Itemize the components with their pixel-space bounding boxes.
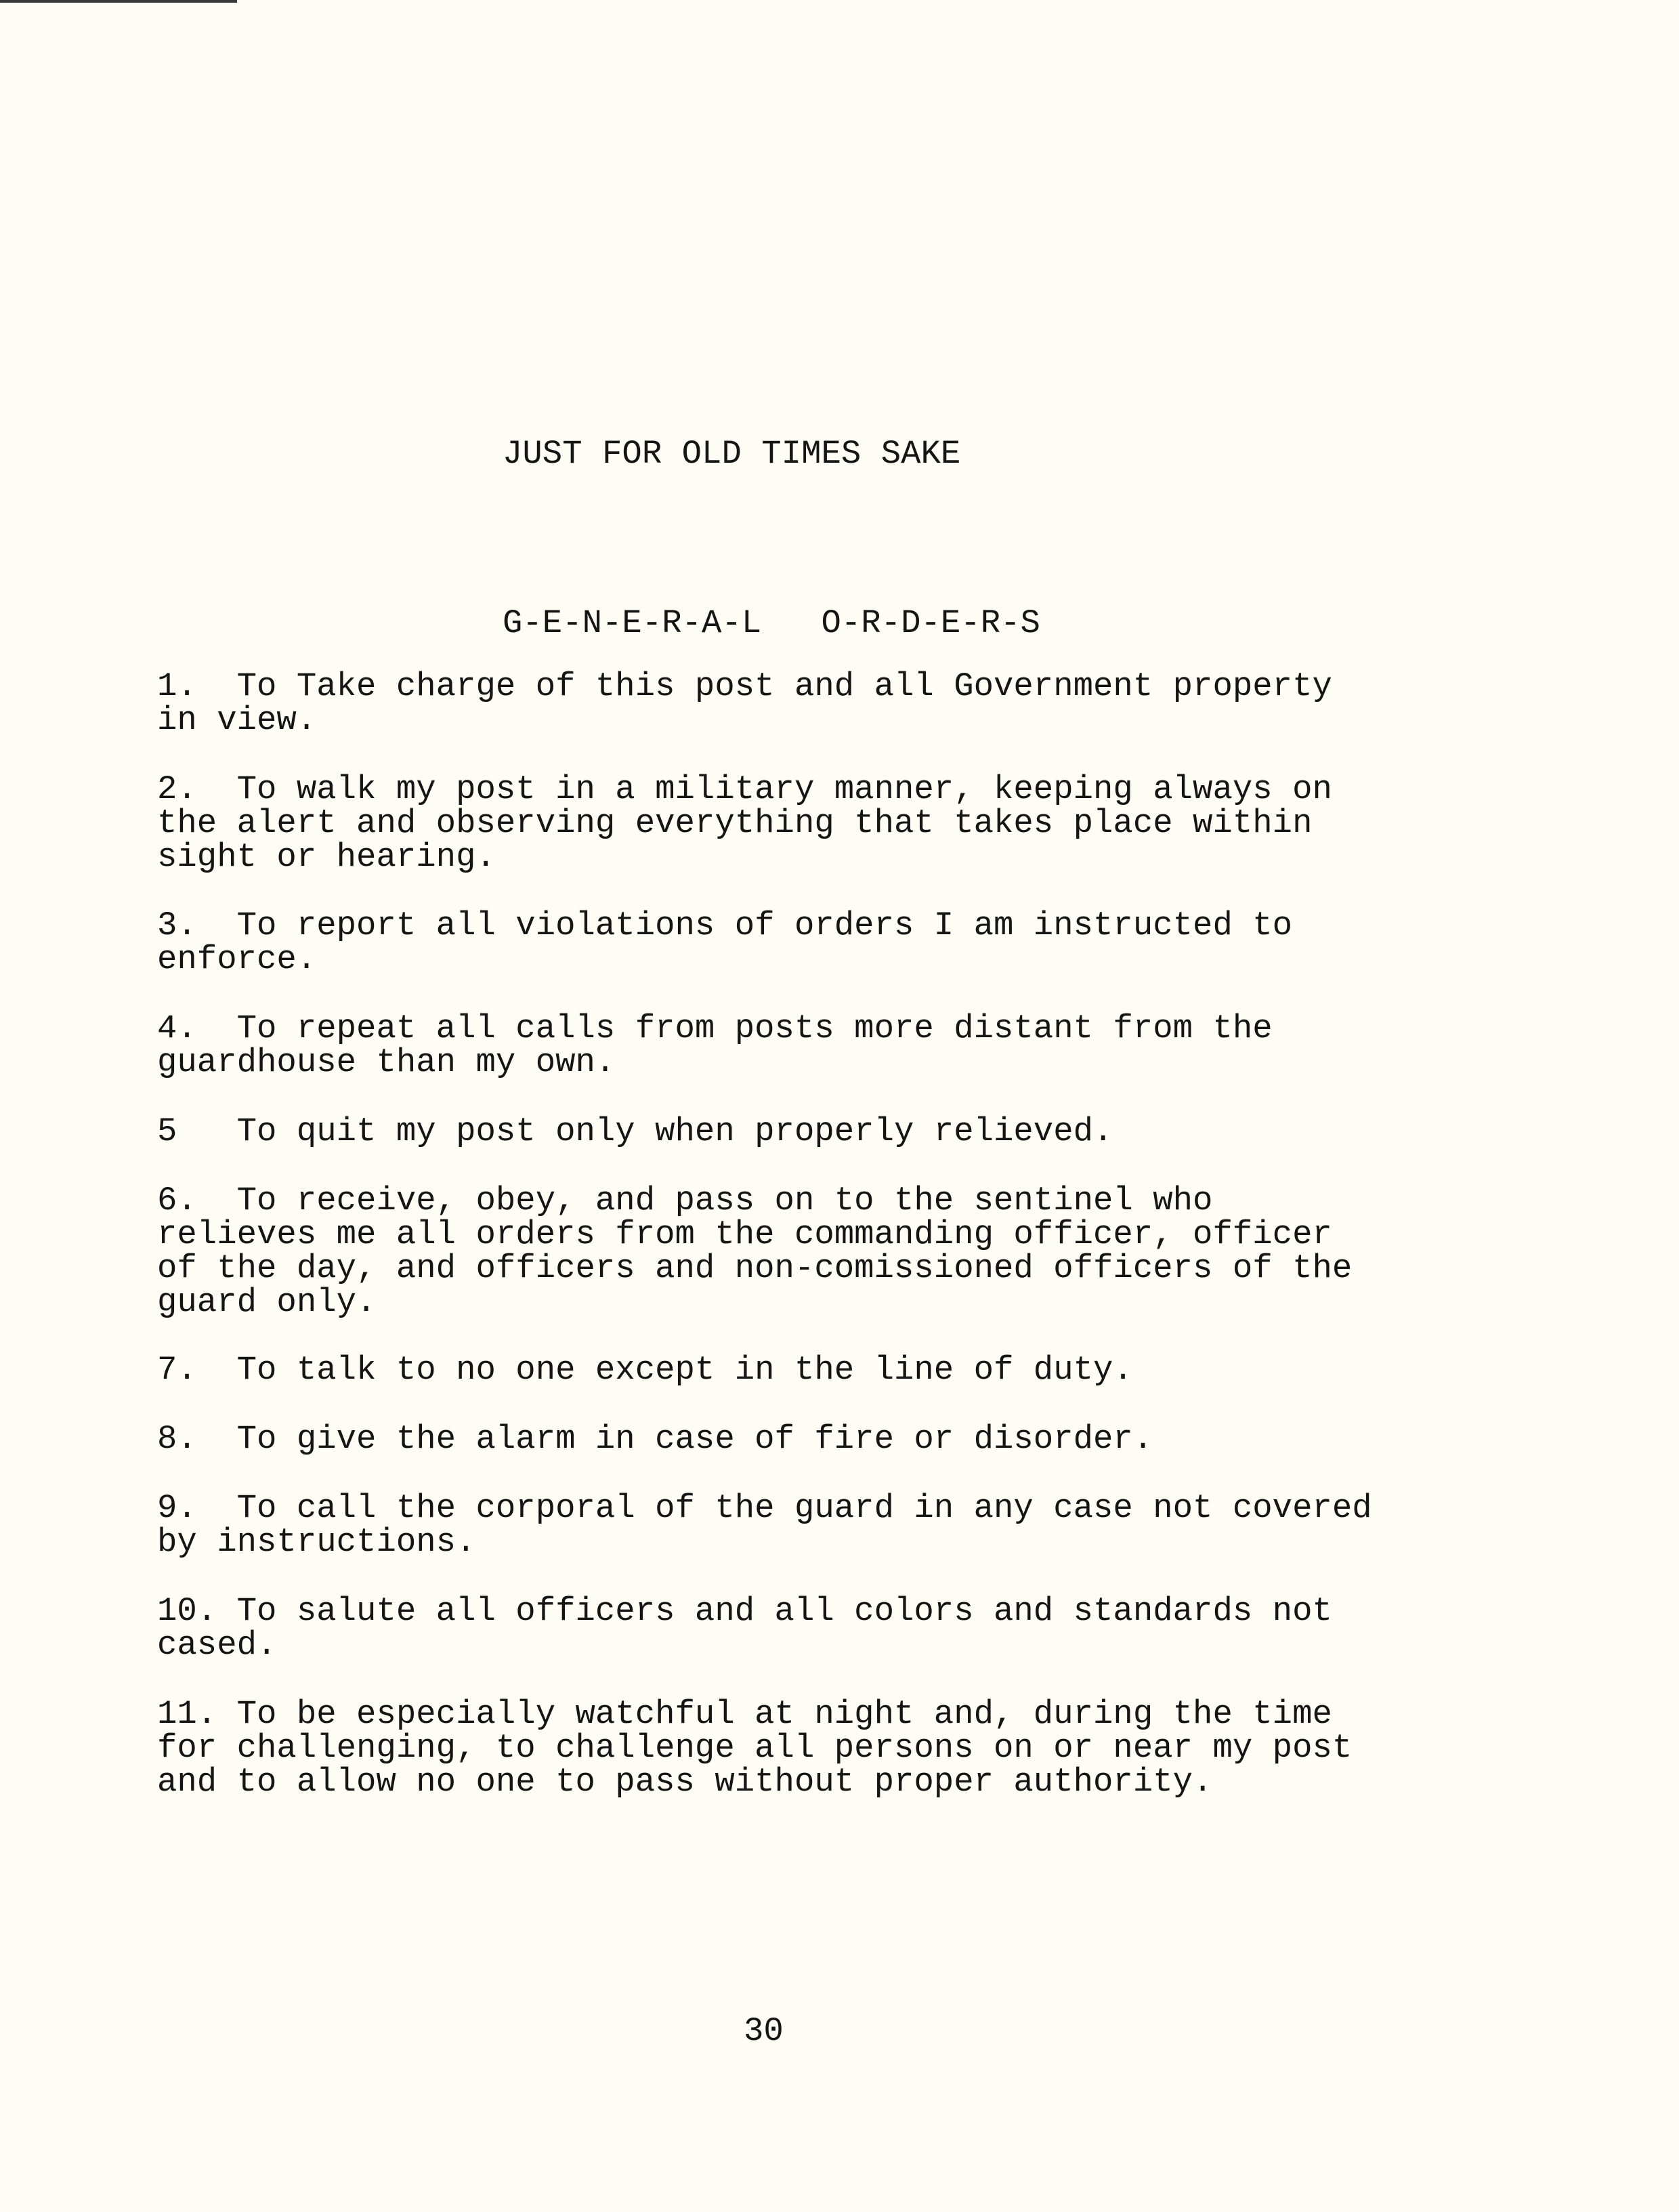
document-subtitle: G-E-N-E-R-A-L O-R-D-E-R-S xyxy=(503,604,1040,642)
order-item: 4. To repeat all calls from posts more distant from the guardhouse than my own. xyxy=(157,1009,1273,1081)
order-item: 10. To salute all officers and all colors and standards not cased. xyxy=(157,1592,1332,1664)
order-item: 3. To report all violations of orders I am instructed to enforce. xyxy=(157,906,1293,978)
page-number: 30 xyxy=(744,2012,784,2050)
order-item: 5 To quit my post only when properly relieved. xyxy=(157,1112,1113,1150)
order-item: 11. To be especially watchful at night and, during the time for challenging, to challenge all persons on or near my post and to allow no one to pass without proper authority. xyxy=(157,1695,1353,1801)
order-item: 6. To receive, obey, and pass on to the sentinel who relieves me all orders from the commanding officer, officer of the day, and officers and non-comissioned officers of the guard only. xyxy=(157,1182,1353,1321)
order-item: 9. To call the corporal of the guard in any case not covered by instructions. xyxy=(157,1489,1372,1561)
order-item: 8. To give the alarm in case of fire or disorder. xyxy=(157,1420,1153,1458)
order-item: 7. To talk to no one except in the line of duty. xyxy=(157,1351,1133,1389)
document-title: JUST FOR OLD TIMES SAKE xyxy=(503,435,961,473)
general-orders-list xyxy=(157,669,1579,1800)
order-item: 2. To walk my post in a military manner, keeping always on the alert and observing everything that takes place within sight or hearing. xyxy=(157,770,1332,876)
order-item: 1. To Take charge of this post and all Government property in view. xyxy=(157,667,1332,739)
